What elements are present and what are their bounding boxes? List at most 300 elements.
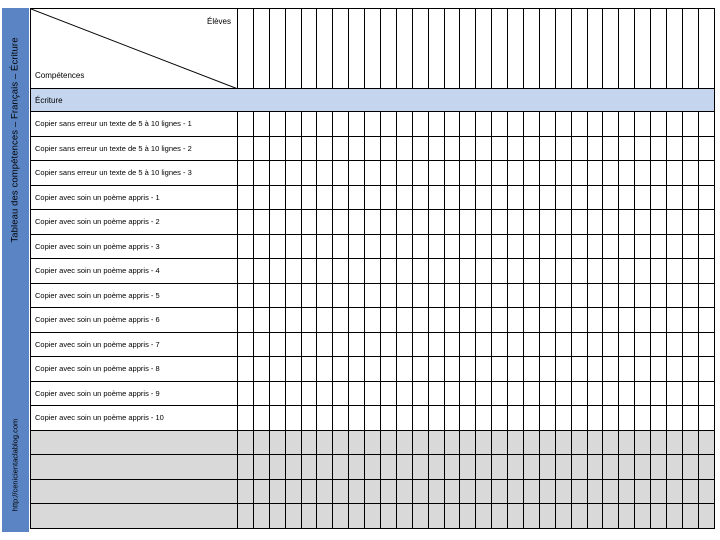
student-cell[interactable] bbox=[285, 357, 301, 382]
student-cell[interactable] bbox=[349, 357, 365, 382]
student-cell[interactable] bbox=[412, 259, 428, 284]
student-cell[interactable] bbox=[524, 234, 540, 259]
student-cell[interactable] bbox=[698, 112, 714, 137]
student-cell[interactable] bbox=[524, 455, 540, 480]
student-cell[interactable] bbox=[333, 357, 349, 382]
student-cell[interactable] bbox=[269, 504, 285, 529]
student-cell[interactable] bbox=[317, 259, 333, 284]
student-cell[interactable] bbox=[396, 332, 412, 357]
student-cell[interactable] bbox=[396, 259, 412, 284]
student-cell[interactable] bbox=[444, 357, 460, 382]
student-cell[interactable] bbox=[508, 161, 524, 186]
student-cell[interactable] bbox=[349, 381, 365, 406]
student-cell[interactable] bbox=[238, 308, 254, 333]
student-cell[interactable] bbox=[333, 308, 349, 333]
student-cell[interactable] bbox=[651, 161, 667, 186]
student-cell[interactable] bbox=[412, 357, 428, 382]
student-cell[interactable] bbox=[460, 210, 476, 235]
student-cell[interactable] bbox=[444, 504, 460, 529]
student-name-cell[interactable] bbox=[428, 9, 444, 89]
student-cell[interactable] bbox=[381, 112, 397, 137]
student-cell[interactable] bbox=[269, 479, 285, 504]
student-cell[interactable] bbox=[698, 308, 714, 333]
student-cell[interactable] bbox=[381, 308, 397, 333]
student-cell[interactable] bbox=[571, 504, 587, 529]
student-cell[interactable] bbox=[698, 185, 714, 210]
student-cell[interactable] bbox=[539, 259, 555, 284]
student-cell[interactable] bbox=[253, 210, 269, 235]
student-cell[interactable] bbox=[396, 210, 412, 235]
student-name-cell[interactable] bbox=[333, 9, 349, 89]
student-cell[interactable] bbox=[238, 112, 254, 137]
student-cell[interactable] bbox=[651, 136, 667, 161]
student-cell[interactable] bbox=[460, 479, 476, 504]
student-name-cell[interactable] bbox=[412, 9, 428, 89]
student-cell[interactable] bbox=[333, 504, 349, 529]
student-name-cell[interactable] bbox=[587, 9, 603, 89]
student-name-cell[interactable] bbox=[539, 9, 555, 89]
student-cell[interactable] bbox=[253, 283, 269, 308]
student-cell[interactable] bbox=[651, 112, 667, 137]
student-cell[interactable] bbox=[635, 381, 651, 406]
student-cell[interactable] bbox=[428, 136, 444, 161]
student-cell[interactable] bbox=[698, 283, 714, 308]
student-cell[interactable] bbox=[365, 406, 381, 431]
student-cell[interactable] bbox=[587, 161, 603, 186]
student-cell[interactable] bbox=[476, 185, 492, 210]
student-cell[interactable] bbox=[619, 283, 635, 308]
student-cell[interactable] bbox=[412, 455, 428, 480]
student-cell[interactable] bbox=[238, 357, 254, 382]
student-cell[interactable] bbox=[317, 210, 333, 235]
student-cell[interactable] bbox=[301, 332, 317, 357]
student-cell[interactable] bbox=[667, 161, 683, 186]
student-cell[interactable] bbox=[476, 381, 492, 406]
student-cell[interactable] bbox=[635, 161, 651, 186]
student-cell[interactable] bbox=[587, 308, 603, 333]
student-cell[interactable] bbox=[492, 504, 508, 529]
student-cell[interactable] bbox=[555, 332, 571, 357]
student-cell[interactable] bbox=[603, 259, 619, 284]
student-cell[interactable] bbox=[285, 161, 301, 186]
student-cell[interactable] bbox=[476, 357, 492, 382]
student-cell[interactable] bbox=[428, 406, 444, 431]
student-cell[interactable] bbox=[587, 234, 603, 259]
student-cell[interactable] bbox=[619, 234, 635, 259]
student-cell[interactable] bbox=[571, 259, 587, 284]
student-cell[interactable] bbox=[365, 161, 381, 186]
student-cell[interactable] bbox=[555, 308, 571, 333]
student-cell[interactable] bbox=[635, 406, 651, 431]
student-name-cell[interactable] bbox=[603, 9, 619, 89]
student-cell[interactable] bbox=[317, 185, 333, 210]
student-cell[interactable] bbox=[460, 357, 476, 382]
student-cell[interactable] bbox=[269, 332, 285, 357]
student-cell[interactable] bbox=[301, 234, 317, 259]
student-cell[interactable] bbox=[698, 259, 714, 284]
student-cell[interactable] bbox=[508, 479, 524, 504]
student-cell[interactable] bbox=[539, 455, 555, 480]
student-cell[interactable] bbox=[333, 185, 349, 210]
student-cell[interactable] bbox=[524, 430, 540, 455]
student-cell[interactable] bbox=[412, 185, 428, 210]
student-cell[interactable] bbox=[365, 308, 381, 333]
student-cell[interactable] bbox=[301, 504, 317, 529]
student-cell[interactable] bbox=[381, 136, 397, 161]
student-cell[interactable] bbox=[333, 210, 349, 235]
student-cell[interactable] bbox=[667, 479, 683, 504]
student-cell[interactable] bbox=[317, 381, 333, 406]
student-cell[interactable] bbox=[301, 308, 317, 333]
student-name-cell[interactable] bbox=[381, 9, 397, 89]
student-cell[interactable] bbox=[603, 332, 619, 357]
student-name-cell[interactable] bbox=[444, 9, 460, 89]
student-cell[interactable] bbox=[365, 332, 381, 357]
student-cell[interactable] bbox=[492, 283, 508, 308]
student-cell[interactable] bbox=[587, 479, 603, 504]
student-name-cell[interactable] bbox=[253, 9, 269, 89]
student-cell[interactable] bbox=[444, 234, 460, 259]
student-cell[interactable] bbox=[492, 381, 508, 406]
student-cell[interactable] bbox=[492, 259, 508, 284]
student-cell[interactable] bbox=[301, 161, 317, 186]
student-cell[interactable] bbox=[428, 259, 444, 284]
student-cell[interactable] bbox=[682, 136, 698, 161]
student-name-cell[interactable] bbox=[285, 9, 301, 89]
student-cell[interactable] bbox=[524, 479, 540, 504]
student-cell[interactable] bbox=[333, 283, 349, 308]
student-cell[interactable] bbox=[301, 136, 317, 161]
student-cell[interactable] bbox=[555, 504, 571, 529]
student-cell[interactable] bbox=[492, 308, 508, 333]
student-cell[interactable] bbox=[269, 112, 285, 137]
student-cell[interactable] bbox=[539, 381, 555, 406]
student-name-cell[interactable] bbox=[301, 9, 317, 89]
student-cell[interactable] bbox=[444, 185, 460, 210]
student-cell[interactable] bbox=[253, 357, 269, 382]
student-cell[interactable] bbox=[555, 283, 571, 308]
student-cell[interactable] bbox=[698, 136, 714, 161]
student-cell[interactable] bbox=[619, 259, 635, 284]
student-cell[interactable] bbox=[460, 455, 476, 480]
student-cell[interactable] bbox=[698, 210, 714, 235]
student-cell[interactable] bbox=[476, 430, 492, 455]
student-cell[interactable] bbox=[444, 308, 460, 333]
student-cell[interactable] bbox=[682, 161, 698, 186]
student-cell[interactable] bbox=[555, 406, 571, 431]
student-cell[interactable] bbox=[396, 308, 412, 333]
student-cell[interactable] bbox=[635, 357, 651, 382]
student-cell[interactable] bbox=[603, 479, 619, 504]
student-cell[interactable] bbox=[349, 406, 365, 431]
student-cell[interactable] bbox=[428, 234, 444, 259]
student-cell[interactable] bbox=[269, 234, 285, 259]
student-cell[interactable] bbox=[476, 332, 492, 357]
student-cell[interactable] bbox=[603, 430, 619, 455]
student-cell[interactable] bbox=[428, 381, 444, 406]
student-cell[interactable] bbox=[603, 136, 619, 161]
student-cell[interactable] bbox=[238, 210, 254, 235]
student-name-cell[interactable] bbox=[269, 9, 285, 89]
student-cell[interactable] bbox=[396, 504, 412, 529]
student-cell[interactable] bbox=[269, 136, 285, 161]
student-cell[interactable] bbox=[381, 406, 397, 431]
student-cell[interactable] bbox=[412, 332, 428, 357]
student-cell[interactable] bbox=[444, 161, 460, 186]
student-cell[interactable] bbox=[333, 332, 349, 357]
student-cell[interactable] bbox=[508, 332, 524, 357]
student-cell[interactable] bbox=[285, 259, 301, 284]
student-cell[interactable] bbox=[698, 504, 714, 529]
student-cell[interactable] bbox=[238, 161, 254, 186]
student-cell[interactable] bbox=[269, 161, 285, 186]
student-cell[interactable] bbox=[492, 430, 508, 455]
student-cell[interactable] bbox=[365, 479, 381, 504]
student-cell[interactable] bbox=[539, 112, 555, 137]
student-cell[interactable] bbox=[317, 504, 333, 529]
student-cell[interactable] bbox=[667, 406, 683, 431]
student-cell[interactable] bbox=[619, 332, 635, 357]
student-cell[interactable] bbox=[269, 185, 285, 210]
student-cell[interactable] bbox=[333, 234, 349, 259]
student-cell[interactable] bbox=[253, 161, 269, 186]
student-cell[interactable] bbox=[492, 332, 508, 357]
student-cell[interactable] bbox=[444, 332, 460, 357]
student-cell[interactable] bbox=[619, 504, 635, 529]
student-cell[interactable] bbox=[285, 112, 301, 137]
student-cell[interactable] bbox=[603, 185, 619, 210]
student-cell[interactable] bbox=[635, 136, 651, 161]
student-cell[interactable] bbox=[365, 455, 381, 480]
student-cell[interactable] bbox=[571, 479, 587, 504]
student-cell[interactable] bbox=[539, 308, 555, 333]
student-cell[interactable] bbox=[635, 185, 651, 210]
student-cell[interactable] bbox=[524, 381, 540, 406]
student-cell[interactable] bbox=[667, 259, 683, 284]
student-cell[interactable] bbox=[349, 234, 365, 259]
student-cell[interactable] bbox=[412, 381, 428, 406]
student-cell[interactable] bbox=[460, 136, 476, 161]
student-cell[interactable] bbox=[571, 357, 587, 382]
student-cell[interactable] bbox=[381, 504, 397, 529]
student-cell[interactable] bbox=[682, 430, 698, 455]
student-cell[interactable] bbox=[253, 406, 269, 431]
student-cell[interactable] bbox=[476, 308, 492, 333]
student-cell[interactable] bbox=[619, 308, 635, 333]
student-cell[interactable] bbox=[555, 357, 571, 382]
student-cell[interactable] bbox=[301, 479, 317, 504]
student-cell[interactable] bbox=[682, 185, 698, 210]
student-cell[interactable] bbox=[444, 112, 460, 137]
student-cell[interactable] bbox=[492, 357, 508, 382]
student-cell[interactable] bbox=[412, 161, 428, 186]
student-cell[interactable] bbox=[555, 455, 571, 480]
student-cell[interactable] bbox=[698, 479, 714, 504]
student-cell[interactable] bbox=[396, 136, 412, 161]
student-cell[interactable] bbox=[492, 136, 508, 161]
student-cell[interactable] bbox=[603, 210, 619, 235]
student-cell[interactable] bbox=[635, 283, 651, 308]
student-cell[interactable] bbox=[651, 308, 667, 333]
student-cell[interactable] bbox=[301, 210, 317, 235]
student-cell[interactable] bbox=[444, 430, 460, 455]
student-cell[interactable] bbox=[381, 210, 397, 235]
student-cell[interactable] bbox=[301, 259, 317, 284]
student-cell[interactable] bbox=[698, 381, 714, 406]
student-cell[interactable] bbox=[682, 357, 698, 382]
student-cell[interactable] bbox=[587, 112, 603, 137]
student-cell[interactable] bbox=[317, 283, 333, 308]
student-cell[interactable] bbox=[253, 234, 269, 259]
student-cell[interactable] bbox=[317, 357, 333, 382]
student-cell[interactable] bbox=[476, 479, 492, 504]
student-cell[interactable] bbox=[301, 357, 317, 382]
student-cell[interactable] bbox=[238, 504, 254, 529]
student-cell[interactable] bbox=[444, 455, 460, 480]
student-cell[interactable] bbox=[253, 136, 269, 161]
student-cell[interactable] bbox=[285, 308, 301, 333]
student-cell[interactable] bbox=[555, 381, 571, 406]
student-cell[interactable] bbox=[253, 185, 269, 210]
student-cell[interactable] bbox=[682, 259, 698, 284]
student-cell[interactable] bbox=[587, 136, 603, 161]
student-cell[interactable] bbox=[539, 357, 555, 382]
student-cell[interactable] bbox=[285, 504, 301, 529]
student-cell[interactable] bbox=[587, 406, 603, 431]
student-cell[interactable] bbox=[238, 136, 254, 161]
student-cell[interactable] bbox=[619, 210, 635, 235]
student-cell[interactable] bbox=[253, 504, 269, 529]
student-cell[interactable] bbox=[476, 112, 492, 137]
student-cell[interactable] bbox=[667, 430, 683, 455]
student-cell[interactable] bbox=[238, 430, 254, 455]
student-cell[interactable] bbox=[269, 308, 285, 333]
student-cell[interactable] bbox=[603, 455, 619, 480]
student-cell[interactable] bbox=[587, 283, 603, 308]
student-cell[interactable] bbox=[524, 112, 540, 137]
student-cell[interactable] bbox=[524, 332, 540, 357]
student-cell[interactable] bbox=[285, 210, 301, 235]
student-cell[interactable] bbox=[651, 283, 667, 308]
student-cell[interactable] bbox=[698, 161, 714, 186]
student-cell[interactable] bbox=[396, 161, 412, 186]
student-cell[interactable] bbox=[412, 136, 428, 161]
student-cell[interactable] bbox=[396, 185, 412, 210]
student-cell[interactable] bbox=[285, 332, 301, 357]
student-cell[interactable] bbox=[651, 357, 667, 382]
student-cell[interactable] bbox=[508, 381, 524, 406]
student-cell[interactable] bbox=[381, 161, 397, 186]
student-cell[interactable] bbox=[539, 283, 555, 308]
student-cell[interactable] bbox=[444, 479, 460, 504]
student-cell[interactable] bbox=[508, 504, 524, 529]
student-cell[interactable] bbox=[349, 504, 365, 529]
student-cell[interactable] bbox=[682, 112, 698, 137]
student-cell[interactable] bbox=[698, 234, 714, 259]
student-cell[interactable] bbox=[571, 332, 587, 357]
student-cell[interactable] bbox=[317, 112, 333, 137]
student-cell[interactable] bbox=[269, 283, 285, 308]
student-cell[interactable] bbox=[396, 455, 412, 480]
student-cell[interactable] bbox=[317, 406, 333, 431]
student-cell[interactable] bbox=[508, 406, 524, 431]
student-cell[interactable] bbox=[619, 136, 635, 161]
student-name-cell[interactable] bbox=[238, 9, 254, 89]
student-cell[interactable] bbox=[524, 357, 540, 382]
student-cell[interactable] bbox=[253, 381, 269, 406]
student-cell[interactable] bbox=[317, 332, 333, 357]
student-cell[interactable] bbox=[269, 430, 285, 455]
student-cell[interactable] bbox=[269, 381, 285, 406]
student-cell[interactable] bbox=[635, 234, 651, 259]
student-cell[interactable] bbox=[428, 283, 444, 308]
student-cell[interactable] bbox=[460, 234, 476, 259]
student-cell[interactable] bbox=[396, 283, 412, 308]
student-cell[interactable] bbox=[555, 210, 571, 235]
student-cell[interactable] bbox=[524, 136, 540, 161]
student-cell[interactable] bbox=[508, 112, 524, 137]
student-cell[interactable] bbox=[317, 161, 333, 186]
student-cell[interactable] bbox=[682, 308, 698, 333]
student-cell[interactable] bbox=[428, 332, 444, 357]
student-cell[interactable] bbox=[381, 479, 397, 504]
student-cell[interactable] bbox=[603, 381, 619, 406]
student-cell[interactable] bbox=[635, 308, 651, 333]
student-cell[interactable] bbox=[539, 504, 555, 529]
student-cell[interactable] bbox=[476, 283, 492, 308]
student-cell[interactable] bbox=[444, 136, 460, 161]
student-cell[interactable] bbox=[460, 283, 476, 308]
student-cell[interactable] bbox=[619, 479, 635, 504]
student-cell[interactable] bbox=[524, 283, 540, 308]
student-cell[interactable] bbox=[365, 283, 381, 308]
student-cell[interactable] bbox=[349, 479, 365, 504]
student-cell[interactable] bbox=[317, 308, 333, 333]
student-cell[interactable] bbox=[301, 430, 317, 455]
student-cell[interactable] bbox=[238, 406, 254, 431]
student-cell[interactable] bbox=[667, 136, 683, 161]
student-cell[interactable] bbox=[238, 332, 254, 357]
student-cell[interactable] bbox=[301, 455, 317, 480]
student-cell[interactable] bbox=[349, 210, 365, 235]
student-name-cell[interactable] bbox=[555, 9, 571, 89]
student-cell[interactable] bbox=[682, 406, 698, 431]
student-cell[interactable] bbox=[333, 112, 349, 137]
student-cell[interactable] bbox=[651, 185, 667, 210]
student-cell[interactable] bbox=[508, 210, 524, 235]
student-cell[interactable] bbox=[301, 283, 317, 308]
student-cell[interactable] bbox=[682, 283, 698, 308]
student-cell[interactable] bbox=[238, 455, 254, 480]
student-cell[interactable] bbox=[460, 430, 476, 455]
student-name-cell[interactable] bbox=[508, 9, 524, 89]
student-cell[interactable] bbox=[555, 112, 571, 137]
student-cell[interactable] bbox=[428, 430, 444, 455]
student-cell[interactable] bbox=[667, 332, 683, 357]
student-cell[interactable] bbox=[460, 161, 476, 186]
student-cell[interactable] bbox=[508, 259, 524, 284]
student-cell[interactable] bbox=[651, 332, 667, 357]
student-cell[interactable] bbox=[508, 283, 524, 308]
student-cell[interactable] bbox=[667, 112, 683, 137]
student-cell[interactable] bbox=[444, 259, 460, 284]
student-cell[interactable] bbox=[587, 210, 603, 235]
student-cell[interactable] bbox=[301, 381, 317, 406]
student-cell[interactable] bbox=[365, 430, 381, 455]
student-cell[interactable] bbox=[428, 479, 444, 504]
student-cell[interactable] bbox=[492, 161, 508, 186]
student-cell[interactable] bbox=[285, 406, 301, 431]
